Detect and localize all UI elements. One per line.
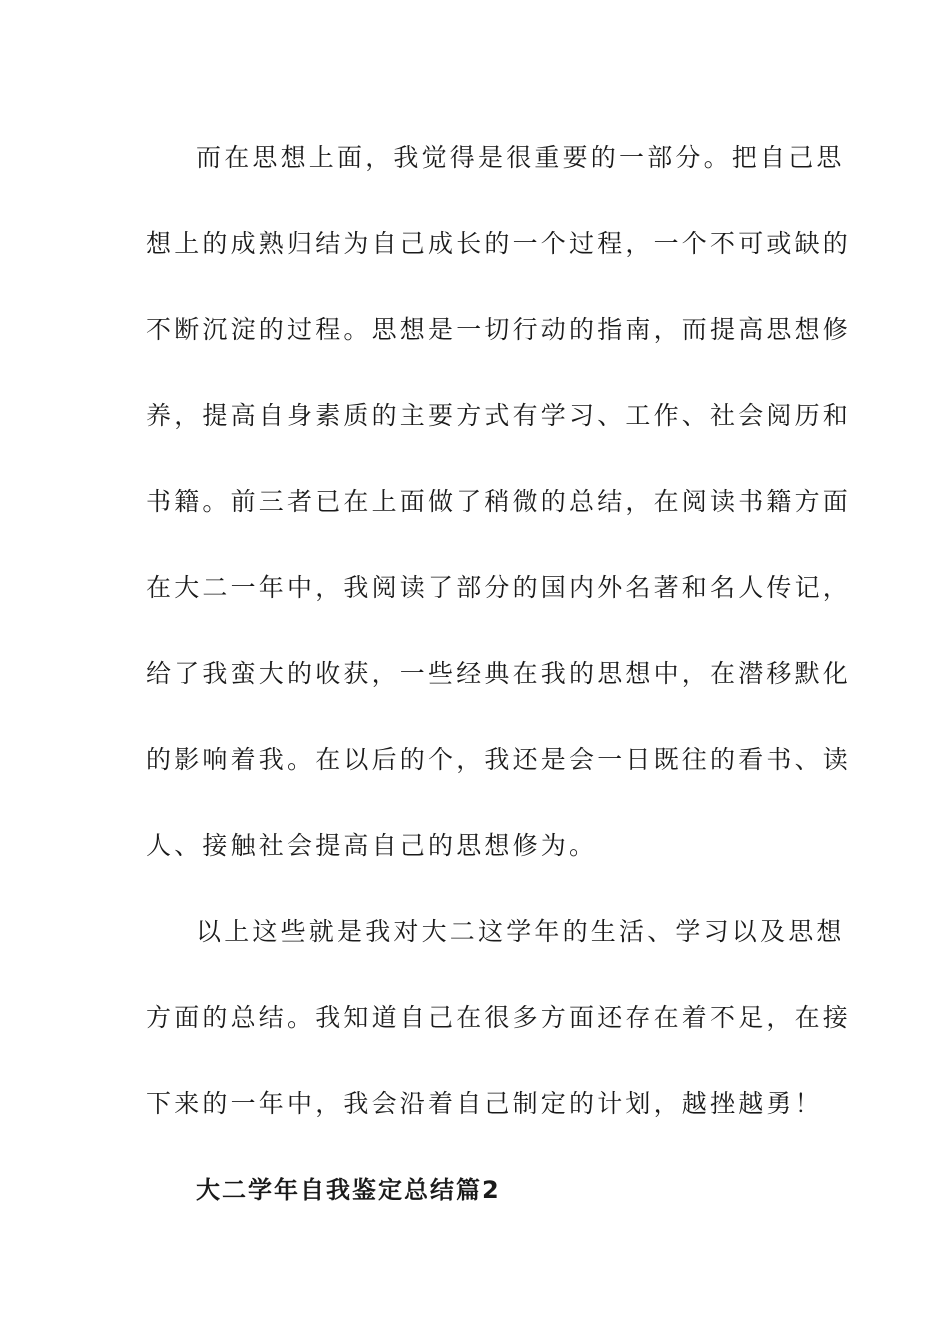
paragraph-1-line-5: 书籍。前三者已在上面做了稍微的总结，在阅读书籍方面 <box>146 487 852 516</box>
paragraph-1-line-1: 而在思想上面，我觉得是很重要的一部分。把自己思 <box>196 143 845 172</box>
paragraph-1-line-6: 在大二一年中，我阅读了部分的国内外名著和名人传记， <box>146 573 852 602</box>
paragraph-2-line-3: 下来的一年中，我会沿着自己制定的计划，越挫越勇！ <box>146 1089 823 1118</box>
paragraph-2-line-2: 方面的总结。我知道自己在很多方面还存在着不足，在接 <box>146 1003 852 1032</box>
paragraph-1-line-4: 养，提高自身素质的主要方式有学习、工作、社会阅历和 <box>146 401 852 430</box>
paragraph-1-line-8: 的影响着我。在以后的个，我还是会一日既往的看书、读 <box>146 745 852 774</box>
paragraph-2-line-1: 以上这些就是我对大二这学年的生活、学习以及思想 <box>196 917 845 946</box>
paragraph-1-line-7: 给了我蛮大的收获，一些经典在我的思想中，在潜移默化 <box>146 659 852 688</box>
section-heading: 大二学年自我鉴定总结篇2 <box>196 1176 501 1204</box>
paragraph-1-line-3: 不断沉淀的过程。思想是一切行动的指南，而提高思想修 <box>146 315 852 344</box>
paragraph-1-line-9: 人、接触社会提高自己的思想修为。 <box>146 831 598 860</box>
paragraph-1-line-2: 想上的成熟归结为自己成长的一个过程，一个不可或缺的 <box>146 229 852 258</box>
